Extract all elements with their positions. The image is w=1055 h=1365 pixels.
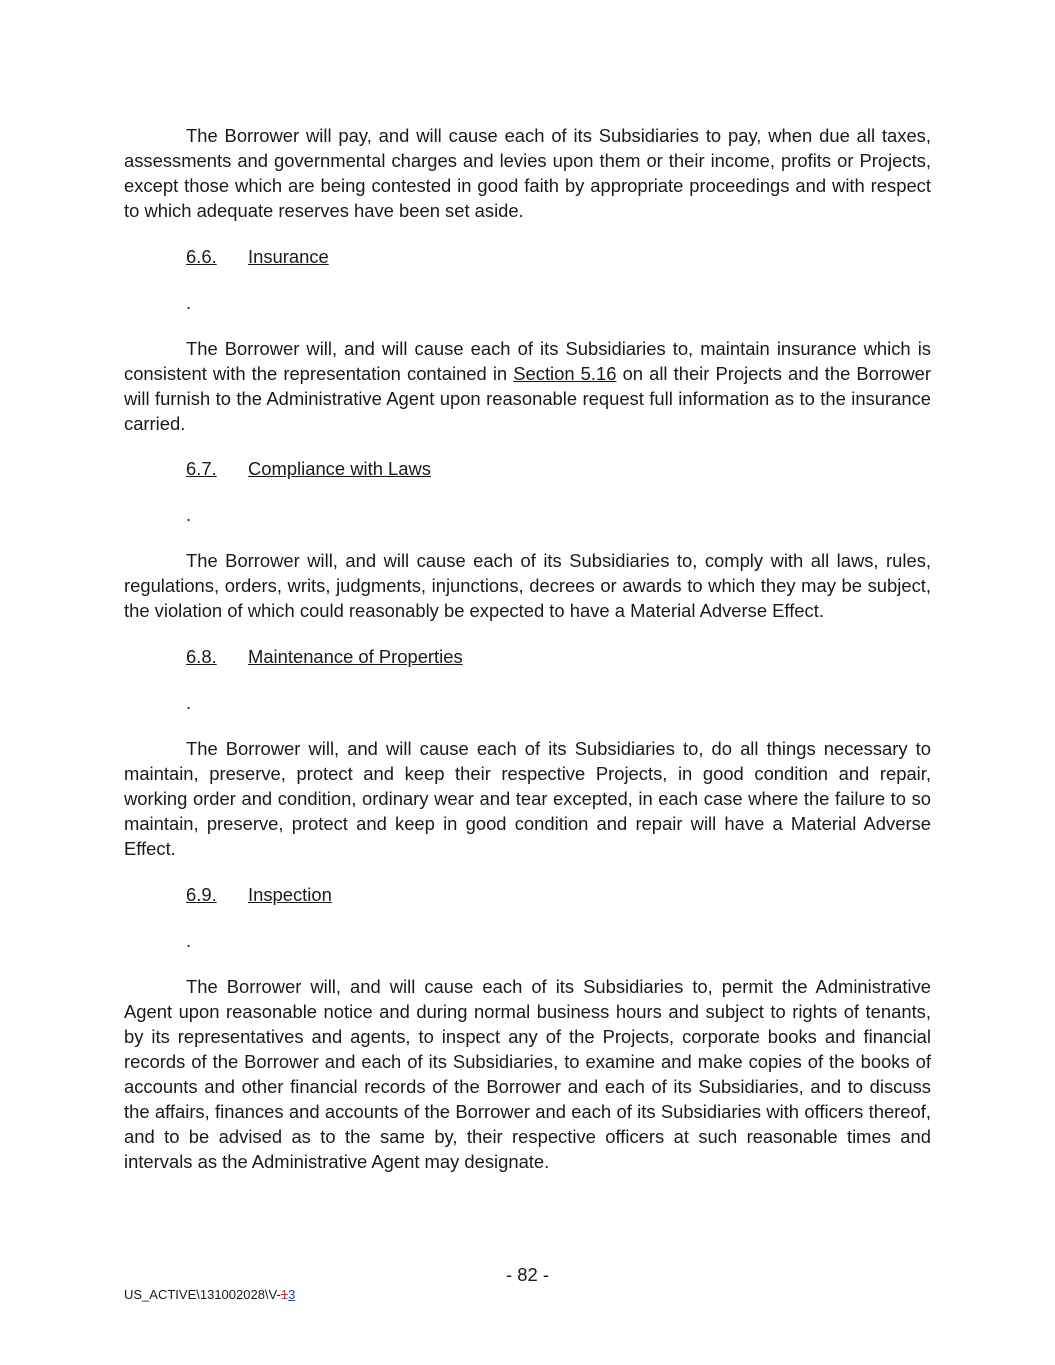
page-number: - 82 - — [506, 1264, 549, 1285]
section-heading-6-8 — [124, 644, 931, 669]
taxes-text: The Borrower will pay, and will cause each of its Subsidiaries to pay, when due all taxes, assessments and governmental charges and levies upon them or their income, profits or Projects, except those which are being contested in good faith by appropriate proceedings and with respect to which adequate reserves have been set aside. — [124, 125, 931, 221]
section-number: 6.6. — [186, 246, 217, 267]
section-number: 6.7. — [186, 458, 217, 479]
section-reference-link[interactable]: Section 5.16 — [513, 363, 617, 384]
inspection-text: The Borrower will, and will cause each of its Subsidiaries to, permit the Administrative Agent upon reasonable notice and during normal business hours and subject to rights of tenants, by its representatives and agents, to inspect any of the Projects, corporate books and financial records of the Borrower and each of its Subsidiaries, to examine and make copies of the books of accounts and other financial records of the Borrower and each of its Subsidiaries, and to discuss the affairs, finances and accounts of the Borrower and each of its Subsidiaries with officers thereof, and to be advised as to the same by, their respective officers at such reasonable times and intervals as the Administrative Agent may designate. — [124, 976, 931, 1172]
section-title: Maintenance of Properties — [248, 646, 463, 667]
properties-paragraph — [124, 736, 931, 861]
section-dot: . — [186, 504, 192, 525]
properties-text: The Borrower will, and will cause each of its Subsidiaries to, do all things necessary to maintain, preserve, protect and keep their respective Projects, in good condition and repair, working order and condition, ordinary wear and tear excepted, in each case where the failure to so maintain, preserve, protect and keep in good condition and repair will have a Material Adverse Effect. — [124, 738, 931, 859]
taxes-paragraph — [124, 123, 931, 223]
section-dot: . — [186, 692, 192, 713]
insurance-paragraph — [124, 336, 931, 436]
section-dot: . — [186, 292, 192, 313]
inspection-paragraph — [124, 974, 931, 1174]
document-version-inserted: 3 — [288, 1287, 296, 1302]
section-dot: . — [186, 930, 192, 951]
insurance-text-a: The Borrower will, and will cause each of its Subsidiaries to, maintain insurance which is consistent with the representation contained in — [124, 338, 931, 384]
section-heading-6-9 — [124, 882, 931, 907]
laws-text: The Borrower will, and will cause each of its Subsidiaries to, comply with all laws, rules, regulations, orders, writs, judgments, injunctions, decrees or awards to which they may be subject, the violation of which could reasonably be expected to have a Material Adverse Effect. — [124, 550, 931, 621]
section-heading-6-6 — [124, 244, 931, 269]
section-title: Inspection — [248, 884, 332, 905]
section-number: 6.9. — [186, 884, 217, 905]
section-title: Insurance — [248, 246, 329, 267]
section-heading-6-7 — [124, 456, 931, 481]
section-title: Compliance with Laws — [248, 458, 431, 479]
section-number: 6.8. — [186, 646, 217, 667]
document-id — [124, 1287, 295, 1303]
document-version-deleted: 1 — [280, 1287, 289, 1302]
laws-paragraph — [124, 548, 931, 623]
document-body — [124, 123, 931, 1174]
insurance-text-b: on all their Projects and the Borrower will furnish to the Administrative Agent upon reasonable request full information as to the insurance carried. — [124, 363, 932, 434]
document-id-prefix: US_ACTIVE\131002028\V- — [124, 1287, 281, 1302]
